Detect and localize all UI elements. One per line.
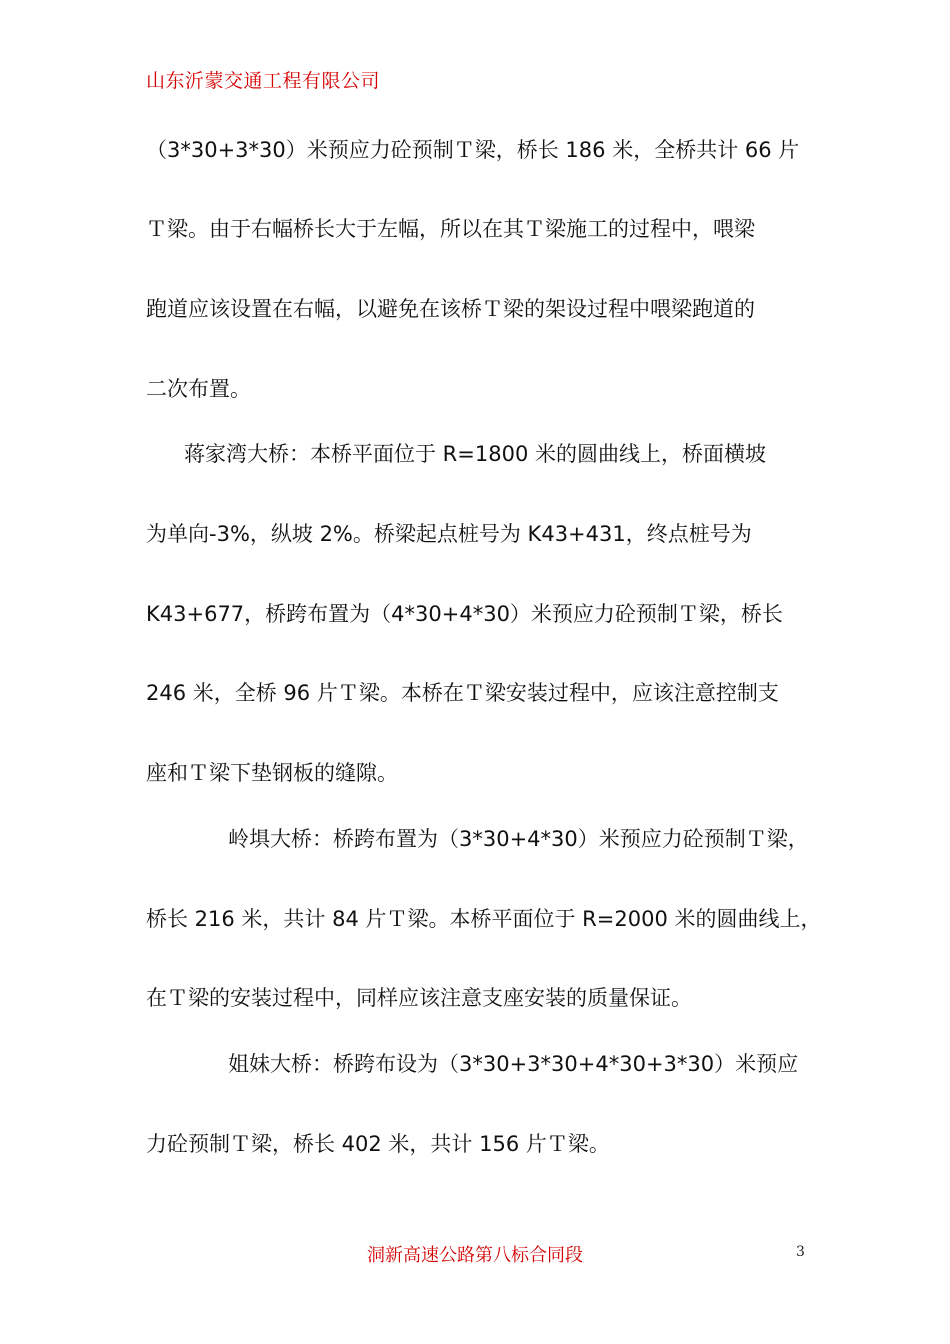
- paragraph-jiemei-line-1: 姐妹大桥：桥跨布设为（3*30+3*30+4*30+3*30）米预应: [228, 1052, 799, 1076]
- header-company-name: 山东沂蒙交通工程有限公司: [146, 70, 381, 92]
- paragraph-lingba-line-2: 桥长 216 米，共计 84 片Ｔ梁。本桥平面位于 R=2000 米的圆曲线上，: [146, 907, 822, 931]
- body-line-2: Ｔ梁。由于右幅桥长大于左幅，所以在其Ｔ梁施工的过程中，喂梁: [146, 217, 755, 241]
- body-line-3: 跑道应该设置在右幅，以避免在该桥Ｔ梁的架设过程中喂梁跑道的: [146, 297, 755, 321]
- paragraph-jiemei-line-2: 力砼预制Ｔ梁，桥长 402 米，共计 156 片Ｔ梁。: [146, 1132, 610, 1156]
- paragraph-jiangjiawan-line-4: 246 米，全桥 96 片Ｔ梁。本桥在Ｔ梁安装过程中，应该注意控制支: [146, 681, 779, 705]
- paragraph-jiangjiawan-line-2: 为单向-3%，纵坡 2%。桥梁起点桩号为 K43+431，终点桩号为: [146, 522, 752, 546]
- paragraph-lingba-line-1: 岭埧大桥：桥跨布置为（3*30+4*30）米预应力砼预制Ｔ梁，: [228, 827, 809, 851]
- paragraph-jiangjiawan-line-5: 座和Ｔ梁下垫钢板的缝隙。: [146, 761, 398, 785]
- paragraph-jiangjiawan-line-3: K43+677，桥跨布置为（4*30+4*30）米预应力砼预制Ｔ梁，桥长: [146, 602, 783, 626]
- body-line-1: （3*30+3*30）米预应力砼预制Ｔ梁，桥长 186 米，全桥共计 66 片: [146, 138, 800, 162]
- body-line-4: 二次布置。: [146, 377, 251, 401]
- page-number: 3: [796, 1244, 805, 1260]
- paragraph-lingba-line-3: 在Ｔ梁的安装过程中，同样应该注意支座安装的质量保证。: [146, 986, 692, 1010]
- footer-section-title: 洞新高速公路第八标合同段: [367, 1245, 583, 1266]
- paragraph-jiangjiawan-line-1: 蒋家湾大桥：本桥平面位于 R=1800 米的圆曲线上，桥面横坡: [184, 442, 766, 466]
